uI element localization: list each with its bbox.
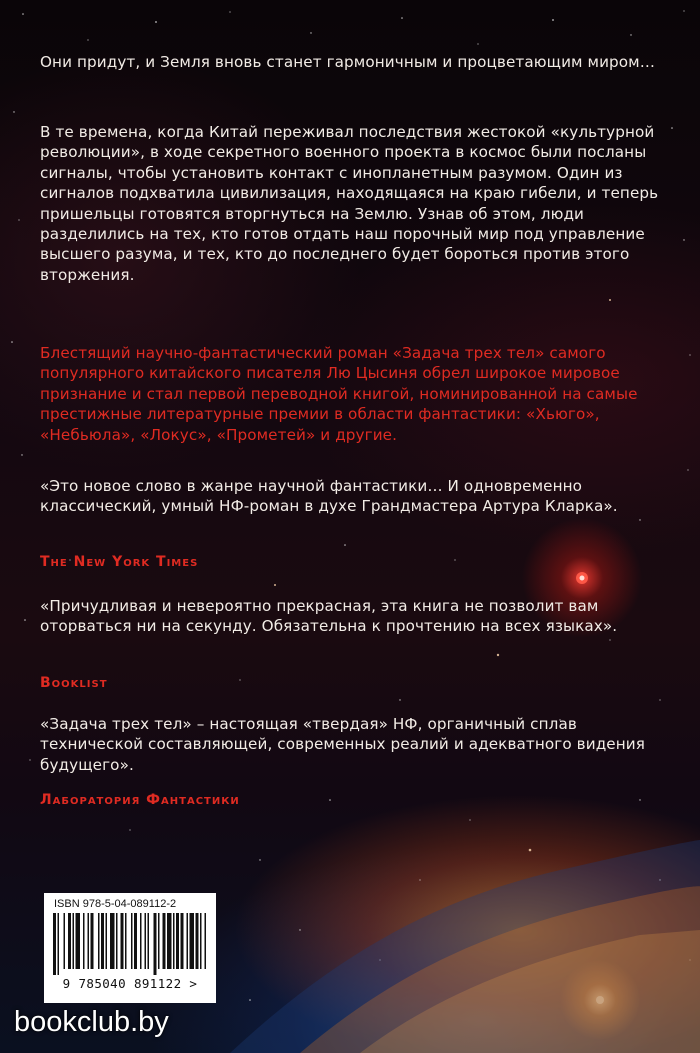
barcode-bar xyxy=(91,913,94,969)
review-quote: «Причудливая и невероятно прекрасная, эта книга не позволит вам оторваться ни на секунду. Обязательна к прочтению на всех языках». xyxy=(40,597,618,636)
highlight-text: Блестящий научно-фантастический роман «Задача трех тел» самого популярного китайского писателя Лю Цысиня обрел широкое мировое признание и стал первой переводной книгой, номинированной на самые престижные литературные премии в области фантастики: «Хьюго», «Небьюла», «Локус», «Прометей» и другие. xyxy=(40,344,638,444)
barcode-bar xyxy=(125,913,127,969)
review-source: Booklist xyxy=(40,675,108,691)
barcode-bar xyxy=(187,913,189,969)
barcode-bar xyxy=(148,913,150,969)
review-source: Лаборатория Фантастики xyxy=(40,792,240,808)
barcode-bar xyxy=(163,913,166,969)
barcode-bar xyxy=(134,913,137,969)
isbn-barcode xyxy=(44,893,216,1003)
site-watermark: bookclub.by xyxy=(14,1006,169,1038)
barcode-bar xyxy=(76,913,81,969)
barcode-bar xyxy=(181,913,184,969)
barcode-bar xyxy=(205,913,207,969)
barcode-bar xyxy=(101,913,104,969)
barcode-bar xyxy=(190,913,195,969)
barcode-bar xyxy=(110,913,115,969)
barcode-bar xyxy=(58,913,60,975)
barcode-bar xyxy=(145,913,147,969)
review-quote: «Задача трех тел» – настоящая «твердая» НФ, органичный сплав технической составляющей, современных реалий и адекватного видения будущего». xyxy=(40,715,645,774)
barcode-bar xyxy=(196,913,199,969)
review-quote: «Это новое слово в жанре научной фантастики… И одновременно классический, умный НФ-роман в духе Грандмастера Артура Кларка». xyxy=(40,477,618,516)
barcode-bar xyxy=(73,913,75,969)
barcode-bar xyxy=(154,913,157,975)
barcode-bar xyxy=(98,913,100,969)
intro-text: Они придут, и Земля вновь станет гармоничным и процветающим миром… xyxy=(40,53,656,71)
barcode-bar xyxy=(200,913,202,969)
barcode-bar xyxy=(116,913,118,969)
barcode-bar xyxy=(83,913,85,969)
barcode-bar xyxy=(173,913,175,969)
barcode-bar xyxy=(131,913,133,969)
barcode-bars xyxy=(53,913,209,975)
review-source: The New York Times xyxy=(40,554,199,570)
barcode-digits: 9 785040 891122 > xyxy=(62,976,198,991)
barcode-bar xyxy=(68,913,71,969)
barcode-bar xyxy=(106,913,108,969)
synopsis-text: В те времена, когда Китай переживал последствия жестокой «культурной революции», в ходе секретного военного проекта в космос были посланы сигналы, чтобы установить контакт с инопланетным разумом. Один из сигналов подхватила цивилизация, находящаяся на краю гибели, и теперь пришельцы готовятся вторгнуться на Землю. Узнав об этом, люди разделились на тех, кто готов отдать наш порочный мир под управление высшего разума, и тех, кто до последнего будет бороться против этого вторжения. xyxy=(40,123,659,284)
barcode-bar xyxy=(53,913,56,975)
barcode-bar xyxy=(167,913,172,969)
barcode-bar xyxy=(88,913,90,969)
barcode-bar xyxy=(121,913,124,969)
barcode-bar xyxy=(176,913,179,969)
barcode-bar xyxy=(140,913,142,969)
isbn-label: ISBN 978-5-04-089112-2 xyxy=(54,898,177,910)
barcode-bar xyxy=(158,913,160,969)
barcode-bar xyxy=(64,913,66,969)
